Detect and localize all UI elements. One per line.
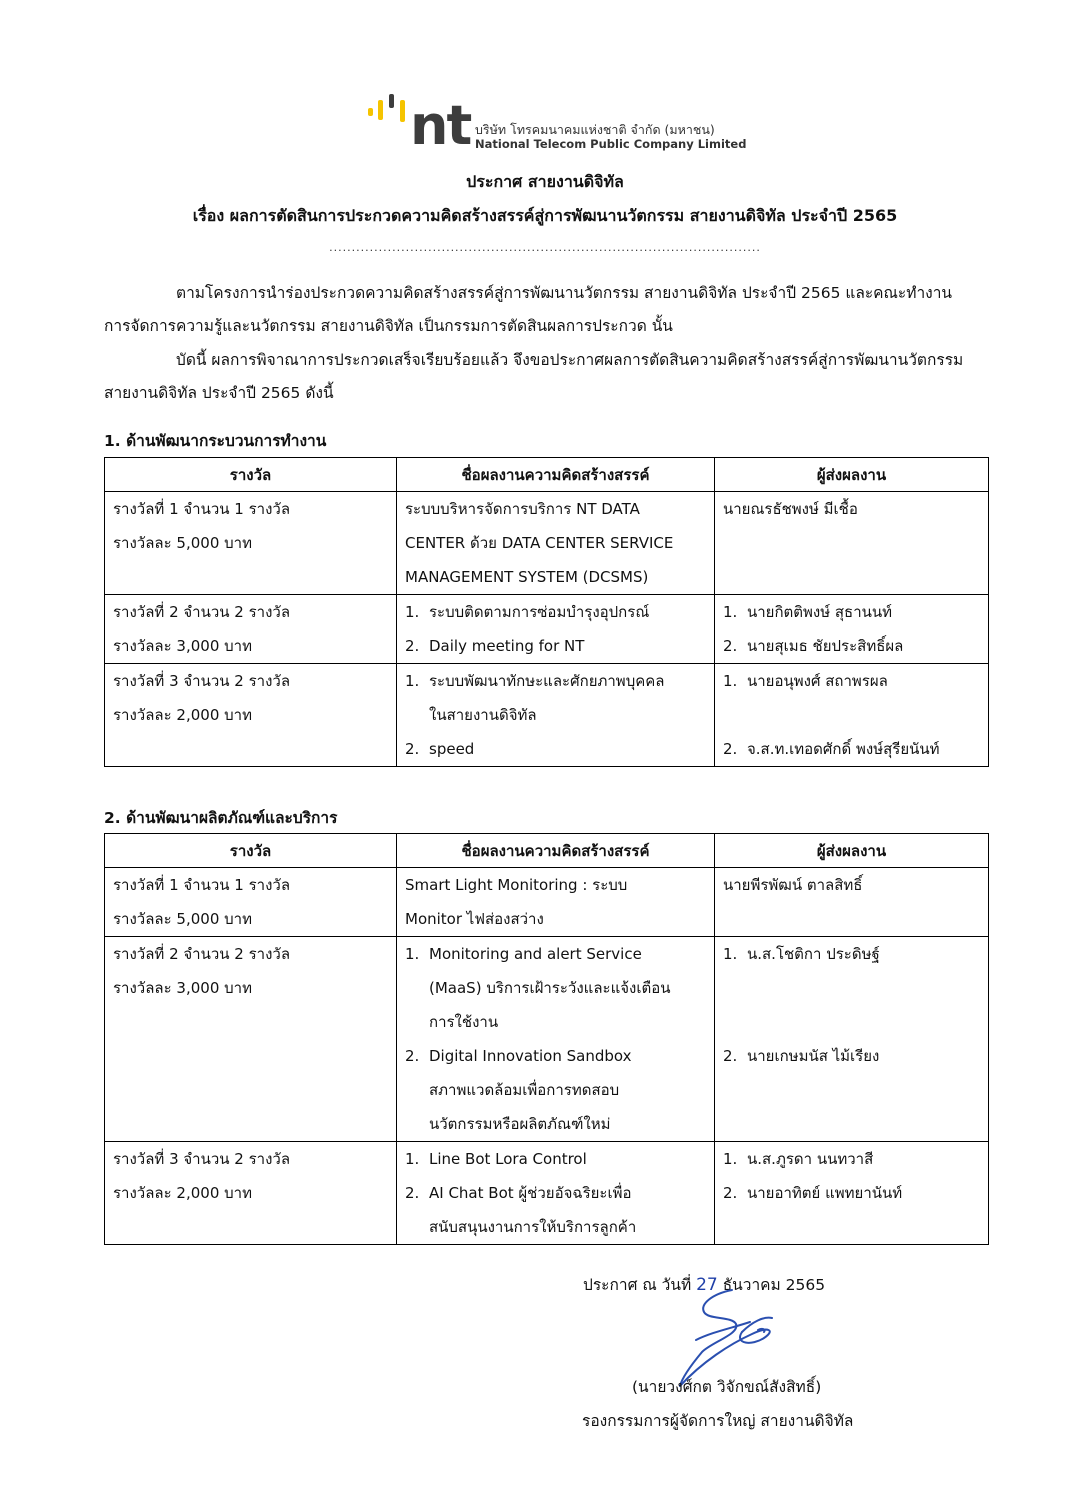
award-cell [105,1142,397,1245]
award-cell [105,595,397,664]
item-number: 2. [405,637,420,655]
announcement-subject: เรื่อง ผลการตัดสินการประกวดความคิดสร้างสรรค์สู่การพัฒนานวัตกรรม สายงานดิจิทัล ประจำปี 2565 [192,206,898,225]
work-title-continued: การใช้งาน [429,1013,499,1031]
item-number: 2. [723,1184,738,1202]
section-1-title: 1. ด้านพัฒนากระบวนการทำงาน [104,432,327,450]
signatory-position: รองกรรมการผู้จัดการใหญ่ สายงานดิจิทัล [582,1412,854,1430]
table-header-row [105,834,989,868]
submitter-name: นายอนุพงศ์ สถาพรผล [747,672,888,690]
work-title-line: CENTER ด้วย DATA CENTER SERVICE [405,534,674,552]
submitter-name: น.ส.โชติกา ประดิษฐ์ [747,945,880,963]
award-cell [105,937,397,1142]
date-prefix: ประกาศ ณ วันที่ [583,1276,692,1294]
submitter-name: นายณรธัชพงษ์ มีเชื้อ [723,500,858,518]
work-title-continued: สภาพแวดล้อมเพื่อการทดสอบ [429,1081,620,1099]
work-title-line: Monitor ไฟส่องสว่าง [405,910,544,928]
table-row [105,492,989,595]
work-title: AI Chat Bot ผู้ช่วยอัจฉริยะเพื่อ [429,1184,632,1202]
submitter-cell [715,868,989,937]
work-title-line: MANAGEMENT SYSTEM (DCSMS) [405,568,649,586]
item-number: 1. [405,672,420,690]
work-title: Digital Innovation Sandbox [429,1047,632,1065]
work-title-continued: ในสายงานดิจิทัล [429,706,537,724]
submitter-cell [715,492,989,595]
item-number: 2. [723,637,738,655]
section-2-table [104,833,989,1245]
award-amount: รางวัลละ 2,000 บาท [113,706,252,724]
announcement-title: ประกาศ สายงานดิจิทัล [466,172,624,191]
submitter-name: น.ส.ภูรดา นนทวาสี [747,1150,874,1168]
work-title: Daily meeting for NT [429,637,585,655]
work-cell [397,595,715,664]
award-amount: รางวัลละ 5,000 บาท [113,910,252,928]
item-number: 1. [723,945,738,963]
work-title-continued: (MaaS) บริการเฝ้าระวังและแจ้งเตือน [429,979,671,997]
item-number: 1. [405,945,420,963]
work-cell [397,664,715,767]
award-cell [105,868,397,937]
company-name-thai: บริษัท โทรคมนาคมแห่งชาติ จำกัด (มหาชน) [475,122,715,137]
submitter-cell [715,937,989,1142]
submitter-cell [715,1142,989,1245]
work-title-continued: สนับสนุนงานการให้บริการลูกค้า [429,1218,637,1236]
table-row [105,868,989,937]
column-header-submitter: ผู้ส่งผลงาน [715,458,989,492]
column-header-award: รางวัล [105,458,397,492]
work-cell [397,868,715,937]
item-number: 2. [405,1184,420,1202]
submitter-name: นายอาทิตย์ แพทยานันท์ [747,1184,903,1202]
company-name-english: National Telecom Public Company Limited [475,137,747,151]
award-cell [105,492,397,595]
column-header-work: ชื่อผลงานความคิดสร้างสรรค์ [397,458,715,492]
company-logo [366,92,747,158]
item-number: 2. [723,740,738,758]
work-title-continued: นวัตกรรมหรือผลิตภัณฑ์ใหม่ [429,1115,611,1133]
submitter-name: นายเกษมนัส ไม้เรียง [747,1047,880,1065]
signatory-name: (นายวงศ์กต วิจักขณ์สังสิทธิ์) [632,1378,822,1396]
award-rank: รางวัลที่ 3 จำนวน 2 รางวัล [113,1150,291,1168]
submitter-cell [715,595,989,664]
section-1-table [104,457,989,767]
work-cell [397,492,715,595]
item-number: 2. [405,1047,420,1065]
item-number: 1. [405,1150,420,1168]
work-title: Line Bot Lora Control [429,1150,587,1168]
work-cell [397,937,715,1142]
submitter-name: นายกิตติพงษ์ สุธานนท์ [747,603,893,621]
award-rank: รางวัลที่ 2 จำนวน 2 รางวัล [113,945,291,963]
item-number: 1. [723,603,738,621]
table-row [105,595,989,664]
column-header-work: ชื่อผลงานความคิดสร้างสรรค์ [397,834,715,868]
award-rank: รางวัลที่ 3 จำนวน 2 รางวัล [113,672,291,690]
date-day: 27 [696,1275,718,1295]
submitter-name: นายสุเมธ ชัยประสิทธิ์ผล [747,637,904,655]
submitter-name: จ.ส.ท.เทอดศักดิ์ พงษ์สุรียนันท์ [747,740,940,758]
award-rank: รางวัลที่ 1 จำนวน 1 รางวัล [113,500,291,518]
column-header-award: รางวัล [105,834,397,868]
work-title: Monitoring and alert Service [429,945,642,963]
work-cell [397,1142,715,1245]
award-amount: รางวัลละ 5,000 บาท [113,534,252,552]
table-row [105,664,989,767]
award-amount: รางวัลละ 3,000 บาท [113,637,252,655]
item-number: 1. [723,672,738,690]
work-title: ระบบพัฒนาทักษะและศักยภาพบุคคล [429,672,665,690]
paragraph-2-line-2: สายงานดิจิทัล ประจำปี 2565 ดังนี้ [104,384,334,402]
paragraph-1-line-2: การจัดการความรู้และนวัตกรรม สายงานดิจิทัล เป็นกรรมการตัดสินผลการประกวด นั้น [104,317,673,335]
separator-dots: ................................................................................................ [329,241,761,254]
award-amount: รางวัลละ 3,000 บาท [113,979,252,997]
item-number: 1. [405,603,420,621]
item-number: 2. [405,740,420,758]
paragraph-2-line-1: บัดนี้ ผลการพิจาณาการประกวดเสร็จเรียบร้อยแล้ว จึงขอประกาศผลการตัดสินความคิดสร้างสรรค์สู่การพัฒนานวัตกรรม [176,351,964,369]
table-row [105,937,989,1142]
submitter-name: นายพีรพัฒน์ ตาลสิทธิ์ [723,876,863,894]
submitter-cell [715,664,989,767]
section-2-title: 2. ด้านพัฒนาผลิตภัณฑ์และบริการ [104,809,338,827]
item-number: 1. [723,1150,738,1168]
work-title-line: Smart Light Monitoring : ระบบ [405,876,628,894]
table-header-row [105,458,989,492]
column-header-submitter: ผู้ส่งผลงาน [715,834,989,868]
work-title: speed [429,740,475,758]
date-month-year: ธันวาคม 2565 [722,1276,826,1294]
work-title-line: ระบบบริหารจัดการบริการ NT DATA [405,500,640,518]
logo-wordmark: nt [410,94,471,157]
award-rank: รางวัลที่ 1 จำนวน 1 รางวัล [113,876,291,894]
table-row [105,1142,989,1245]
award-rank: รางวัลที่ 2 จำนวน 2 รางวัล [113,603,291,621]
item-number: 2. [723,1047,738,1065]
award-amount: รางวัลละ 2,000 บาท [113,1184,252,1202]
work-title: ระบบติดตามการซ่อมบำรุงอุปกรณ์ [429,603,650,621]
award-cell [105,664,397,767]
paragraph-1-line-1: ตามโครงการนำร่องประกวดความคิดสร้างสรรค์สู่การพัฒนานวัตกรรม สายงานดิจิทัล ประจำปี 2565 และคณะทำงาน [176,284,953,302]
